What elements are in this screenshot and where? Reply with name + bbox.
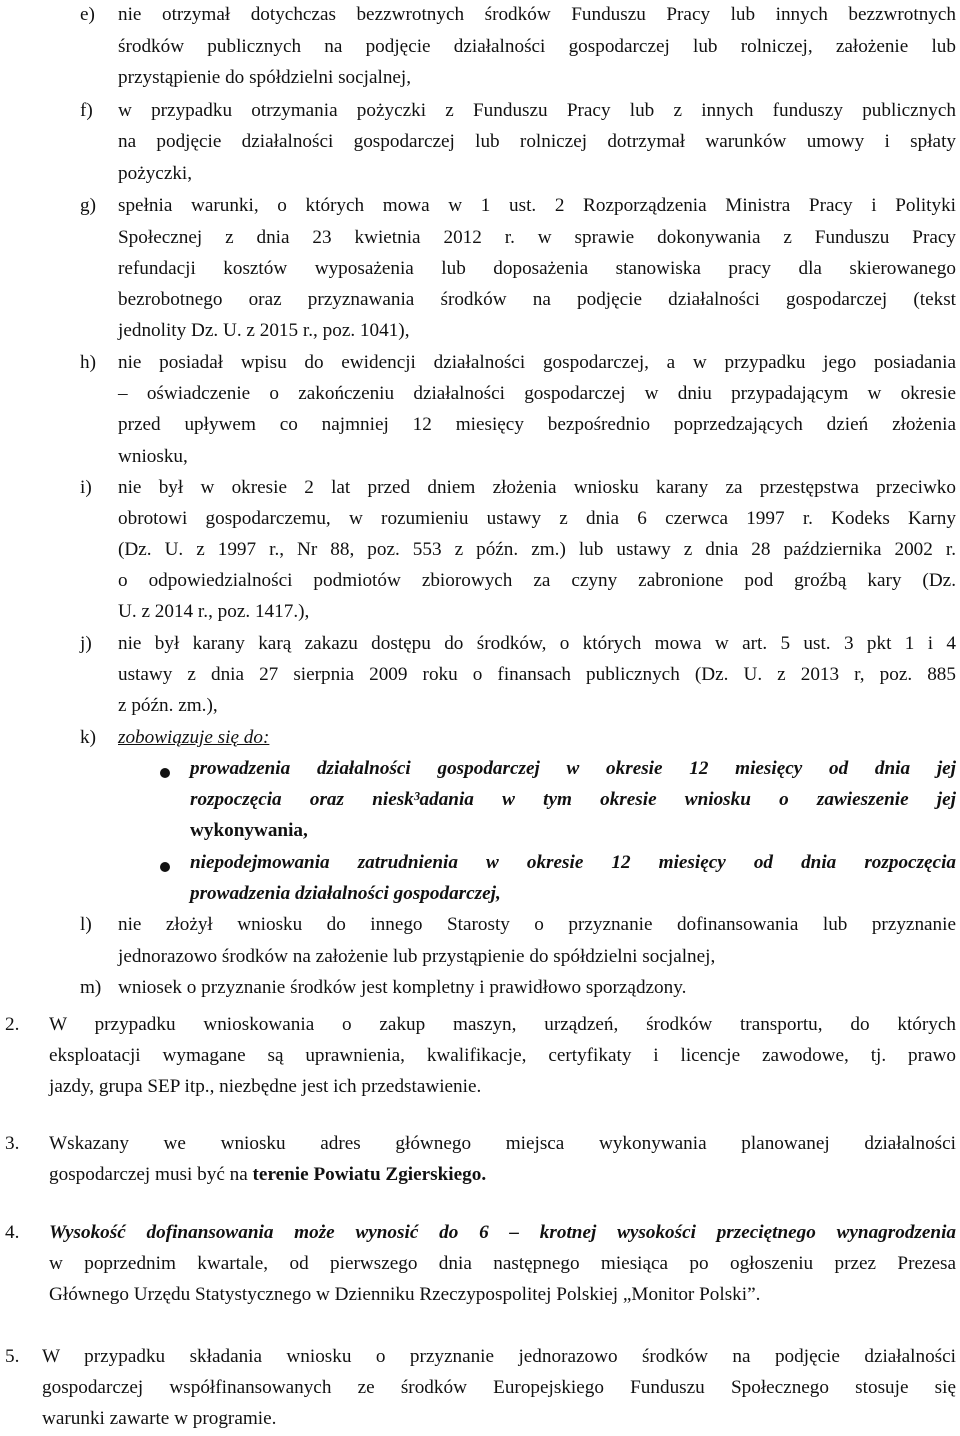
item-line: jednolity Dz. U. z 2015 r., poz. 1041), — [118, 320, 410, 341]
item-number: 3. — [5, 1133, 20, 1154]
item-number: 5. — [5, 1346, 20, 1367]
item-line: nie posiadał wpisu do ewidencji działalności gospodarczej, a w przypadku jego posiadania — [118, 352, 956, 373]
funding-limit-emphasis: Wysokość dofinansowania może wynosić do 6 – krotnej wysokości przeciętnego wynagrodzenia — [49, 1222, 956, 1243]
item-line: nie złożył wniosku do innego Starosty o przyznanie dofinansowania lub przyznanie — [118, 914, 956, 935]
item-label: i) — [80, 477, 92, 498]
item-line: gospodarczej współfinansowanych ze środków Europejskiego Funduszu Społecznego stosuje się — [42, 1377, 956, 1398]
item-line: przed upływem co najmniej 12 miesięcy bezpośrednio poprzedzających dzień złożenia — [118, 414, 956, 435]
item-line: wniosek o przyznanie środków jest kompletny i prawidłowo sporządzony. — [118, 977, 687, 998]
item-line: ustawy z dnia 27 sierpnia 2009 roku o finansach publicznych (Dz. U. z 2013 r, poz. 885 — [118, 664, 956, 685]
obligations-heading: zobowiązuje się do: — [118, 727, 270, 748]
item-label: f) — [80, 100, 93, 121]
item-line: Wskazany we wniosku adres głównego miejsca wykonywania planowanej działalności — [49, 1133, 956, 1154]
item-line: warunki zawarte w programie. — [42, 1408, 277, 1429]
item-number: 2. — [5, 1014, 20, 1035]
bullet-icon — [160, 862, 170, 872]
bullet-icon — [160, 768, 170, 778]
item-line: środków publicznych na podjęcie działalności gospodarczej lub rolniczej, założenie lub — [118, 36, 956, 57]
item-line: spełnia warunki, o których mowa w 1 ust. 2 Rozporządzenia Ministra Pracy i Polityki — [118, 195, 956, 216]
item-line: Społecznej z dnia 23 kwietnia 2012 r. w sprawie dokonywania z Funduszu Pracy — [118, 227, 956, 248]
item-line: wniosku, — [118, 446, 188, 467]
bullet-line: wykonywania, — [190, 820, 308, 841]
item-line: nie był w okresie 2 lat przed dniem złożenia wniosku karany za przestępstwa przeciwko — [118, 477, 956, 498]
item-line: w poprzednim kwartale, od pierwszego dnia następnego miesiąca po ogłoszeniu przez Prezesa — [49, 1253, 956, 1274]
item-line: eksploatacji wymagane są uprawnienia, kwalifikacje, certyfikaty i licencje zawodowe, tj. prawo — [49, 1045, 956, 1066]
item-number: 4. — [5, 1222, 20, 1243]
item-line: W przypadku składania wniosku o przyznanie jednorazowo środków na podjęcie działalności — [42, 1346, 956, 1367]
item-line: z późn. zm.), — [118, 695, 218, 716]
item-line: o odpowiedzialności podmiotów zbiorowych za czyny zabronione pod groźbą kary (Dz. — [118, 570, 956, 591]
item-label: e) — [80, 4, 95, 25]
item-line: w przypadku otrzymania pożyczki z Funduszu Pracy lub z innych funduszy publicznych — [118, 100, 956, 121]
item-line: jazdy, grupa SEP itp., niezbędne jest ich przedstawienie. — [49, 1076, 482, 1097]
item-line: pożyczki, — [118, 163, 193, 184]
item-line: nie był karany karą zakazu dostępu do środków, o których mowa w art. 5 ust. 3 pkt 1 i 4 — [118, 633, 956, 654]
item-label: m) — [80, 977, 102, 998]
item-label: l) — [80, 914, 92, 935]
item-line: Głównego Urzędu Statystycznego w Dzienniku Rzeczypospolitej Polskiej „Monitor Polski”. — [49, 1284, 761, 1305]
item-label: h) — [80, 352, 96, 373]
item-label: k) — [80, 727, 96, 748]
location-emphasis: terenie Powiatu Zgierskiego. — [252, 1164, 487, 1185]
item-line: W przypadku wnioskowania o zakup maszyn, urządzeń, środków transportu, do których — [49, 1014, 956, 1035]
item-line: nie otrzymał dotychczas bezzwrotnych środków Funduszu Pracy lub innych bezzwrotnych — [118, 4, 956, 25]
item-line: bezrobotnego oraz przyznawania środków na podjęcie działalności gospodarczej (tekst — [118, 289, 956, 310]
item-line: przystąpienie do spółdzielni socjalnej, — [118, 67, 412, 88]
item-line: – oświadczenie o zakończeniu działalności gospodarczej w dniu przypadającym w okresie — [118, 383, 956, 404]
bullet-line: prowadzenia działalności gospodarczej w okresie 12 miesięcy od dnia jej — [190, 758, 956, 779]
item-label: j) — [80, 633, 92, 654]
bullet-line: niepodejmowania zatrudnienia w okresie 12 miesięcy od dnia rozpoczęcia — [190, 852, 956, 873]
item-line: U. z 2014 r., poz. 1417.), — [118, 601, 310, 622]
item-line-text: gospodarczej musi być na — [49, 1164, 253, 1185]
item-line: jednorazowo środków na założenie lub przystąpienie do spółdzielni socjalnej, — [118, 946, 716, 967]
item-line — [49, 1164, 486, 1186]
item-label: g) — [80, 195, 96, 216]
bullet-line: rozpoczęcia oraz niesk³adania w tym okresie wniosku o zawieszenie jej — [190, 789, 956, 810]
item-line: obrotowi gospodarczemu, w rozumieniu ustawy z dnia 6 czerwca 1997 r. Kodeks Karny — [118, 508, 956, 529]
bullet-line: prowadzenia działalności gospodarczej, — [190, 883, 501, 904]
item-line: refundacji kosztów wyposażenia lub doposażenia stanowiska pracy dla skierowanego — [118, 258, 956, 279]
item-line: (Dz. U. z 1997 r., Nr 88, poz. 553 z późn. zm.) lub ustawy z dnia 28 października 2002 r. — [118, 539, 956, 560]
item-line: na podjęcie działalności gospodarczej lub rolniczej dotrzymał warunków umowy i spłaty — [118, 131, 956, 152]
